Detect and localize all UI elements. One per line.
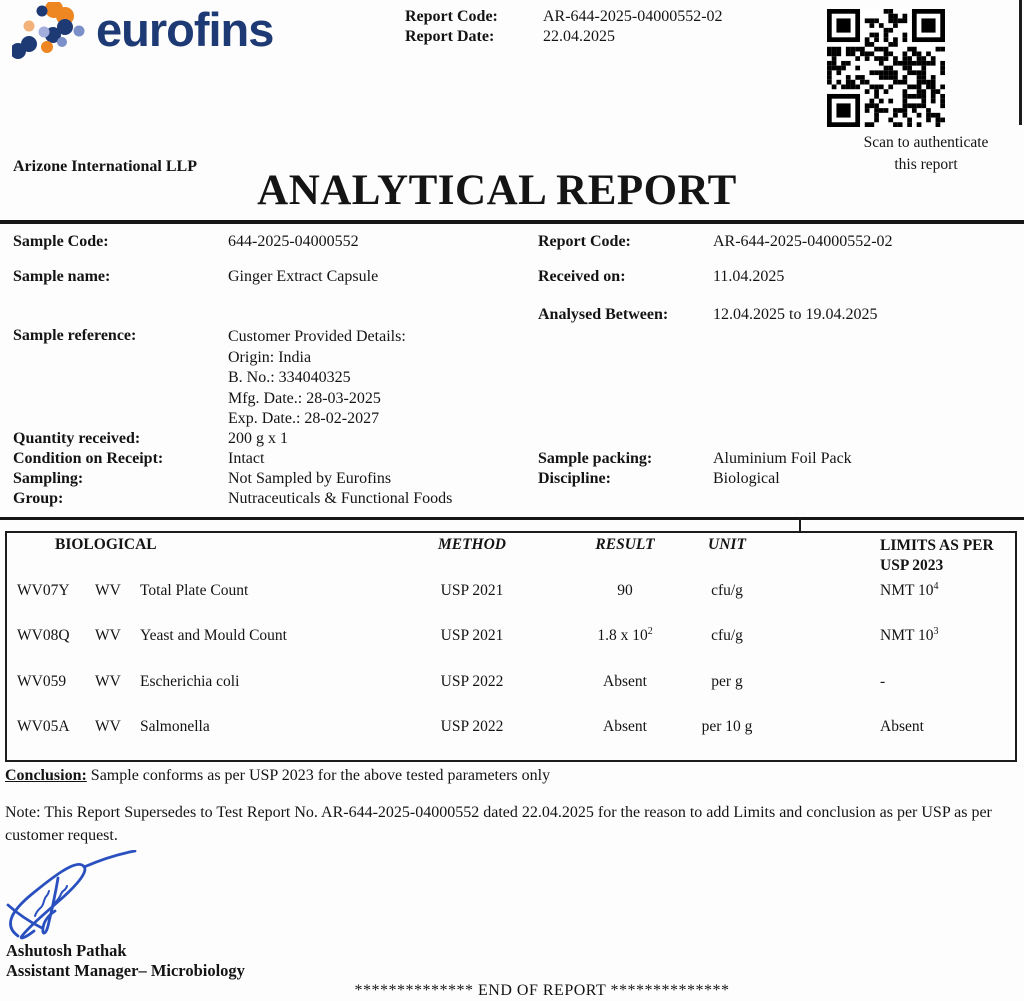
report-date-value: 22.04.2025 [543, 28, 615, 45]
eurofins-logo-icon [12, 2, 96, 60]
test-limit: NMT $10^4$ [880, 580, 939, 599]
company-name: Arizone International LLP [13, 158, 197, 175]
test-lab: WV [95, 582, 121, 599]
received-on-label: Received on: [538, 268, 626, 285]
test-code: WV05A [17, 718, 70, 735]
table-header-result: RESULT [595, 536, 655, 553]
sample-reference-value [228, 327, 406, 430]
table-header-limits-line2: USP 2023 [880, 557, 944, 574]
test-unit: cfu/g [711, 582, 743, 599]
table-header-limits-line1: LIMITS AS PER [880, 537, 994, 554]
test-unit: cfu/g [711, 627, 743, 644]
sample-reference-label: Sample reference: [13, 327, 137, 344]
sample-reference-line: Exp. Date.: 28-02-2027 [228, 410, 380, 427]
table-header-method: METHOD [437, 536, 507, 553]
table-header-biological: BIOLOGICAL [55, 536, 157, 553]
end-of-report: ************** END OF REPORT ************** [354, 982, 730, 999]
report-code-label: Report Code: [405, 8, 498, 25]
table-row [0, 673, 1024, 693]
sampling-label: Sampling: [13, 470, 84, 487]
signatory-title: Assistant Manager– Microbiology [6, 961, 245, 980]
test-result: 90 [617, 582, 633, 599]
analysed-between-value: 12.04.2025 to 19.04.2025 [713, 306, 878, 323]
section-divider [0, 517, 1024, 520]
discipline-value: Biological [713, 470, 780, 487]
sample-reference-line: Customer Provided Details: [228, 328, 406, 345]
test-code: WV07Y [17, 582, 70, 599]
sample-code-label: Sample Code: [13, 233, 109, 250]
sample-code-value: 644-2025-04000552 [228, 233, 359, 250]
qr-caption [830, 132, 1022, 177]
test-unit: per 10 g [701, 718, 753, 735]
test-method: USP 2022 [440, 673, 504, 690]
test-lab: WV [95, 627, 121, 644]
sample-name-value: Ginger Extract Capsule [228, 268, 379, 285]
test-unit: per g [711, 673, 743, 690]
sample-reference-line: Origin: India [228, 348, 312, 366]
report-code-value: AR-644-2025-04000552-02 [543, 8, 723, 25]
sampling-value: Not Sampled by Eurofins [228, 470, 392, 487]
test-result: Absent [603, 718, 647, 735]
test-parameter: Salmonella [140, 718, 210, 735]
report-date-label: Report Date: [405, 28, 495, 45]
test-method: USP 2022 [440, 718, 504, 735]
sample-name-label: Sample name: [13, 268, 111, 285]
test-limit: Absent [880, 718, 924, 735]
conclusion-label: Conclusion: [5, 767, 87, 784]
group-label: Group: [13, 490, 64, 507]
signature [2, 850, 142, 942]
test-result: Absent [603, 673, 647, 690]
signatory-name: Ashutosh Pathak [6, 941, 127, 960]
qr-caption-line1: Scan to authenticate [863, 134, 989, 151]
test-result: 1.8 x $10^2$ [597, 625, 653, 644]
group-value: Nutraceuticals & Functional Foods [228, 490, 453, 507]
table-row [0, 582, 1024, 602]
test-lab: WV [95, 718, 121, 735]
sample-packing-label: Sample packing: [538, 450, 653, 467]
test-code: WV08Q [17, 627, 70, 644]
sample-reference-line: Mfg. Date.: 28-03-2025 [228, 389, 381, 407]
test-lab: WV [95, 673, 121, 690]
quantity-received-label: Quantity received: [13, 430, 141, 447]
test-method: USP 2021 [440, 627, 504, 644]
test-parameter: Yeast and Mould Count [140, 627, 287, 644]
eurofins-wordmark: eurofins [96, 3, 274, 56]
conclusion [5, 767, 1017, 785]
title-divider [0, 220, 1024, 224]
page-edge-line [1019, 0, 1022, 125]
condition-on-receipt-label: Condition on Receipt: [13, 450, 164, 467]
condition-on-receipt-value: Intact [228, 450, 265, 467]
table-header-unit: UNIT [708, 536, 746, 553]
limit-superscript: 4 [933, 580, 939, 592]
result-superscript: 2 [647, 625, 653, 637]
conclusion-text: Sample conforms as per USP 2023 for the above tested parameters only [90, 767, 551, 784]
page-title: ANALYTICAL REPORT [257, 167, 737, 214]
limit-superscript: 3 [933, 625, 939, 637]
test-parameter: Total Plate Count [140, 582, 249, 599]
sample-reference-line: B. No.: 334040325 [228, 369, 351, 386]
test-limit: - [880, 673, 886, 690]
sample-packing-value: Aluminium Foil Pack [713, 450, 852, 467]
report-code2-value: AR-644-2025-04000552-02 [713, 233, 893, 250]
table-header-limits [880, 536, 1015, 576]
received-on-value: 11.04.2025 [713, 268, 785, 285]
test-limit: NMT $10^3$ [880, 625, 939, 644]
table-row [0, 627, 1024, 647]
table-row [0, 718, 1024, 738]
report-code2-label: Report Code: [538, 233, 631, 250]
qr-code [827, 9, 945, 127]
test-parameter: Escherichia coli [140, 673, 240, 690]
test-code: WV059 [17, 673, 67, 690]
quantity-received-value: 200 g x 1 [228, 430, 288, 447]
test-method: USP 2021 [440, 582, 504, 599]
discipline-label: Discipline: [538, 470, 611, 487]
analysed-between-label: Analysed Between: [538, 306, 669, 323]
qr-caption-line2: this report [894, 156, 958, 174]
note-text: Note: This Report Supersedes to Test Report No. AR-644-2025-04000552 dated 22.04.2025 for the reason to add Limits and conclusion as per USP as per customer request. [5, 804, 992, 844]
